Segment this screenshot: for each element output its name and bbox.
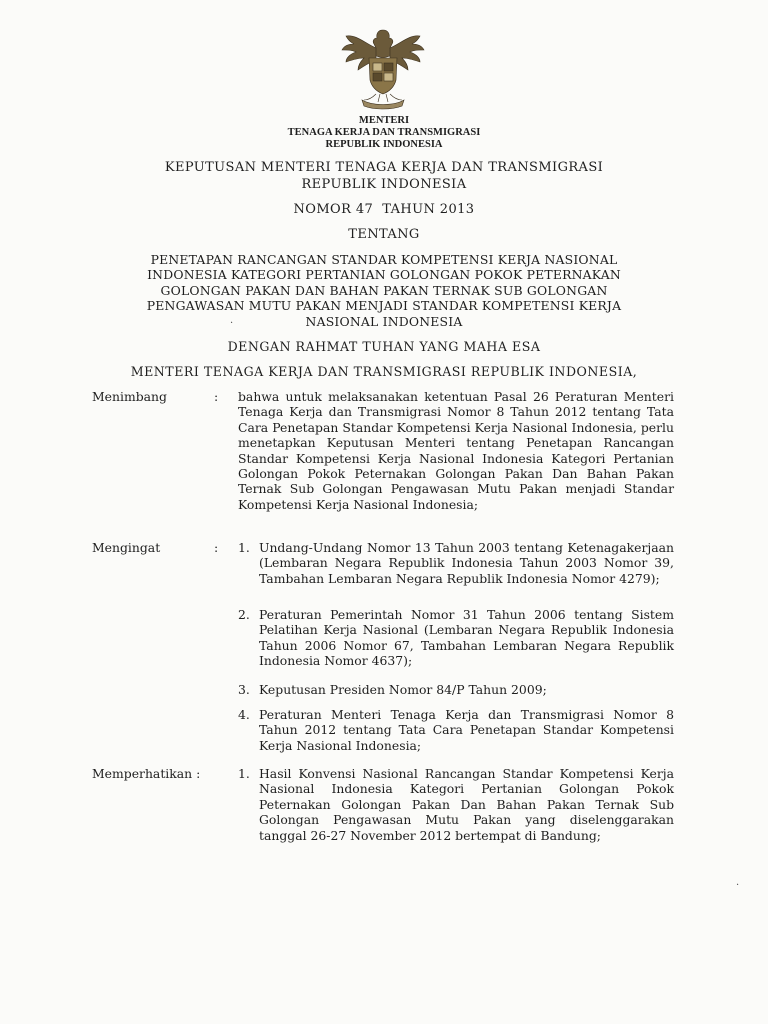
subject-line-2: INDONESIA KATEGORI PERTANIAN GOLONGAN POKOK PETERNAKAN bbox=[147, 267, 621, 282]
memperhatikan-label: Memperhatikan : bbox=[92, 766, 201, 781]
mengingat-item-number: 3. bbox=[238, 682, 250, 697]
menimbang-label: Menimbang bbox=[92, 389, 167, 404]
subject-line-5: NASIONAL INDONESIA bbox=[305, 314, 463, 329]
about-label: TENTANG bbox=[348, 227, 420, 242]
mengingat-item-number: 4. bbox=[238, 707, 250, 722]
memperhatikan-item-number: 1. bbox=[238, 766, 250, 781]
invocation: DENGAN RAHMAT TUHAN YANG MAHA ESA bbox=[227, 339, 541, 354]
header-ministry-line2: TENAGA KERJA DAN TRANSMIGRASI bbox=[287, 127, 481, 138]
decree-number: NOMOR 47 TAHUN 2013 bbox=[293, 202, 475, 217]
menimbang-colon: : bbox=[214, 389, 219, 404]
mengingat-colon: : bbox=[214, 540, 219, 555]
subject-line-1: PENETAPAN RANCANGAN STANDAR KOMPETENSI KERJA NASIONAL bbox=[150, 252, 618, 267]
mengingat-item-number: 2. bbox=[238, 607, 250, 622]
subject-line-3: GOLONGAN PAKAN DAN BAHAN PAKAN TERNAK SUB GOLONGAN bbox=[160, 283, 608, 298]
memperhatikan-item-text: Hasil Konvensi Nasional Rancangan Standar Kompetensi Kerja Nasional Indonesia Kategori Pertanian Golongan Pokok Peternakan Golongan Pakan Dan Bahan Pakan Ternak Sub Golongan Pengawasan Mutu Pakan yang diselenggarakan tanggal 26-27 November 2012 bertempat di Bandung; bbox=[259, 766, 674, 843]
mengingat-label: Mengingat bbox=[92, 540, 161, 555]
issuer: MENTERI TENAGA KERJA DAN TRANSMIGRASI REPUBLIK INDONESIA, bbox=[130, 364, 638, 379]
header-ministry-line3: REPUBLIK INDONESIA bbox=[325, 139, 443, 150]
mengingat-item-text: Peraturan Menteri Tenaga Kerja dan Transmigrasi Nomor 8 Tahun 2012 tentang Tata Cara Penetapan Standar Kompetensi Kerja Nasional Indonesia; bbox=[259, 707, 674, 753]
header-ministry-line1: MENTERI bbox=[358, 115, 410, 126]
scan-speck: · bbox=[230, 318, 234, 329]
mengingat-item-number: 1. bbox=[238, 540, 250, 555]
menimbang-text: bahwa untuk melaksanakan ketentuan Pasal 26 Peraturan Menteri Tenaga Kerja dan Transmigrasi Nomor 8 Tahun 2012 tentang Tata Cara Penetapan Standar Kompetensi Kerja Nasional Indonesia, perlu menetapkan Keputusan Menteri tentang Penetapan Rancangan Standar Kompetensi Kerja Nasional Indonesia Kategori Pertanian Golongan Pokok Peternakan Golongan Pakan Dan Bahan Pakan Ternak Sub Golongan Pengawasan Mutu Pakan menjadi Standar Kompetensi Kerja Nasional Indonesia; bbox=[238, 389, 674, 512]
mengingat-item-text: Keputusan Presiden Nomor 84/P Tahun 2009; bbox=[259, 682, 547, 697]
mengingat-item-text: Undang-Undang Nomor 13 Tahun 2003 tentang Ketenagakerjaan (Lembaran Negara Republik Indonesia Tahun 2003 Nomor 39, Tambahan Lembaran Negara Republik Indonesia Nomor 4279); bbox=[259, 540, 674, 586]
scan-speck: · bbox=[736, 880, 740, 891]
subject-line-4: PENGAWASAN MUTU PAKAN MENJADI STANDAR KOMPETENSI KERJA bbox=[146, 298, 622, 313]
mengingat-item-text: Peraturan Pemerintah Nomor 31 Tahun 2006 tentang Sistem Pelatihan Kerja Nasional (Lembaran Negara Republik Indonesia Tahun 2006 Nomor 67, Tambahan Lembaran Negara Republik Indonesia Nomor 4637); bbox=[259, 607, 674, 669]
decree-title-line1: KEPUTUSAN MENTERI TENAGA KERJA DAN TRANSMIGRASI bbox=[164, 160, 604, 175]
garuda-emblem-icon bbox=[336, 22, 430, 112]
decree-title-line2: REPUBLIK INDONESIA bbox=[301, 177, 467, 192]
